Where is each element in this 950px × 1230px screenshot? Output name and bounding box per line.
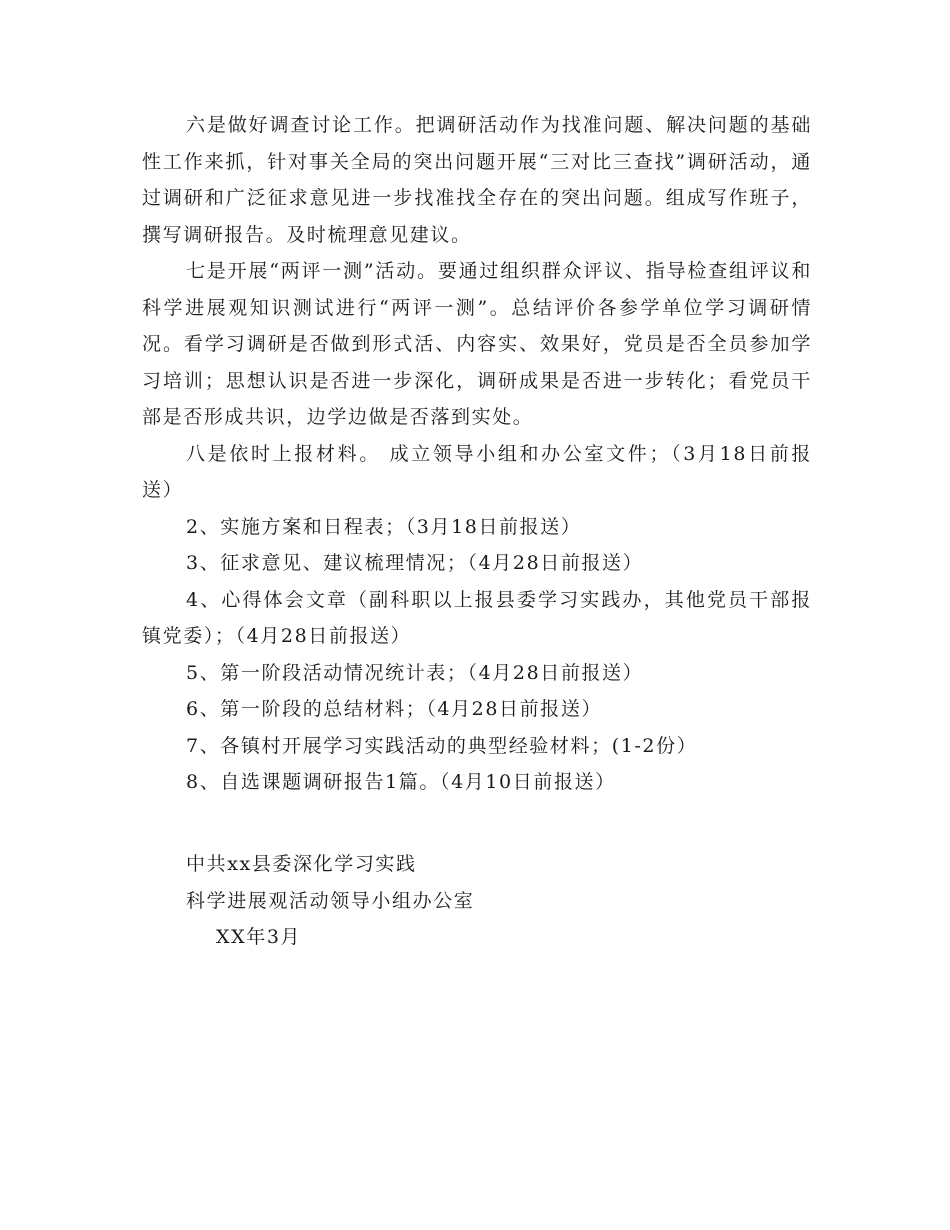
list-item: 6、第一阶段的总结材料；（4月28日前报送） [186, 698, 603, 720]
paragraph-submit-materials: 八是依时上报材料。 成立领导小组和办公室文件；（3月18日前报送） [142, 442, 812, 501]
paragraph-two-reviews-one-test: 七是开展“两评一测”活动。要通过组织群众评议、指导检查组评议和科学进展观知识测试进行“两评一测”。总结评价各参学单位学习调研情况。看学习调研是否做到形式活、内容实、效果好，党员是否全员参加学习培训；思想认识是否进一步深化，调研成果是否进一步转化；看党员干部是否形成共识，边学边做是否落到实处。 [142, 260, 812, 428]
list-item: 3、征求意见、建议梳理情况；（4月28日前报送） [186, 552, 644, 574]
list-item: 4、心得体会文章（副科职以上报县委学习实践办，其他党员干部报镇党委）；（4月28日前报送） [142, 588, 812, 647]
signature-date: XX年3月 [216, 926, 302, 948]
list-item: 8、自选课题调研报告1篇。（4月10日前报送） [186, 771, 616, 793]
list-item: 5、第一阶段活动情况统计表；（4月28日前报送） [186, 661, 644, 684]
signature-block [186, 846, 474, 956]
signature-org-line1: 中共xx县委深化学习实践 [186, 853, 417, 875]
signature-org-line2: 科学进展观活动领导小组办公室 [186, 889, 475, 912]
paragraph-research-discussion: 六是做好调查讨论工作。把调研活动作为找准问题、解决问题的基础性工作来抓，针对事关全局的突出问题开展“三对比三查找”调研活动，通过调研和广泛征求意见进一步找准找全存在的突出问题。组成写作班子，撰写调研报告。及时梳理意见建议。 [142, 114, 812, 246]
document-body [142, 107, 812, 801]
list-item: 2、实施方案和日程表；（3月18日前报送） [186, 515, 582, 538]
list-item: 7、各镇村开展学习实践活动的典型经验材料；(1-2份） [186, 734, 698, 757]
